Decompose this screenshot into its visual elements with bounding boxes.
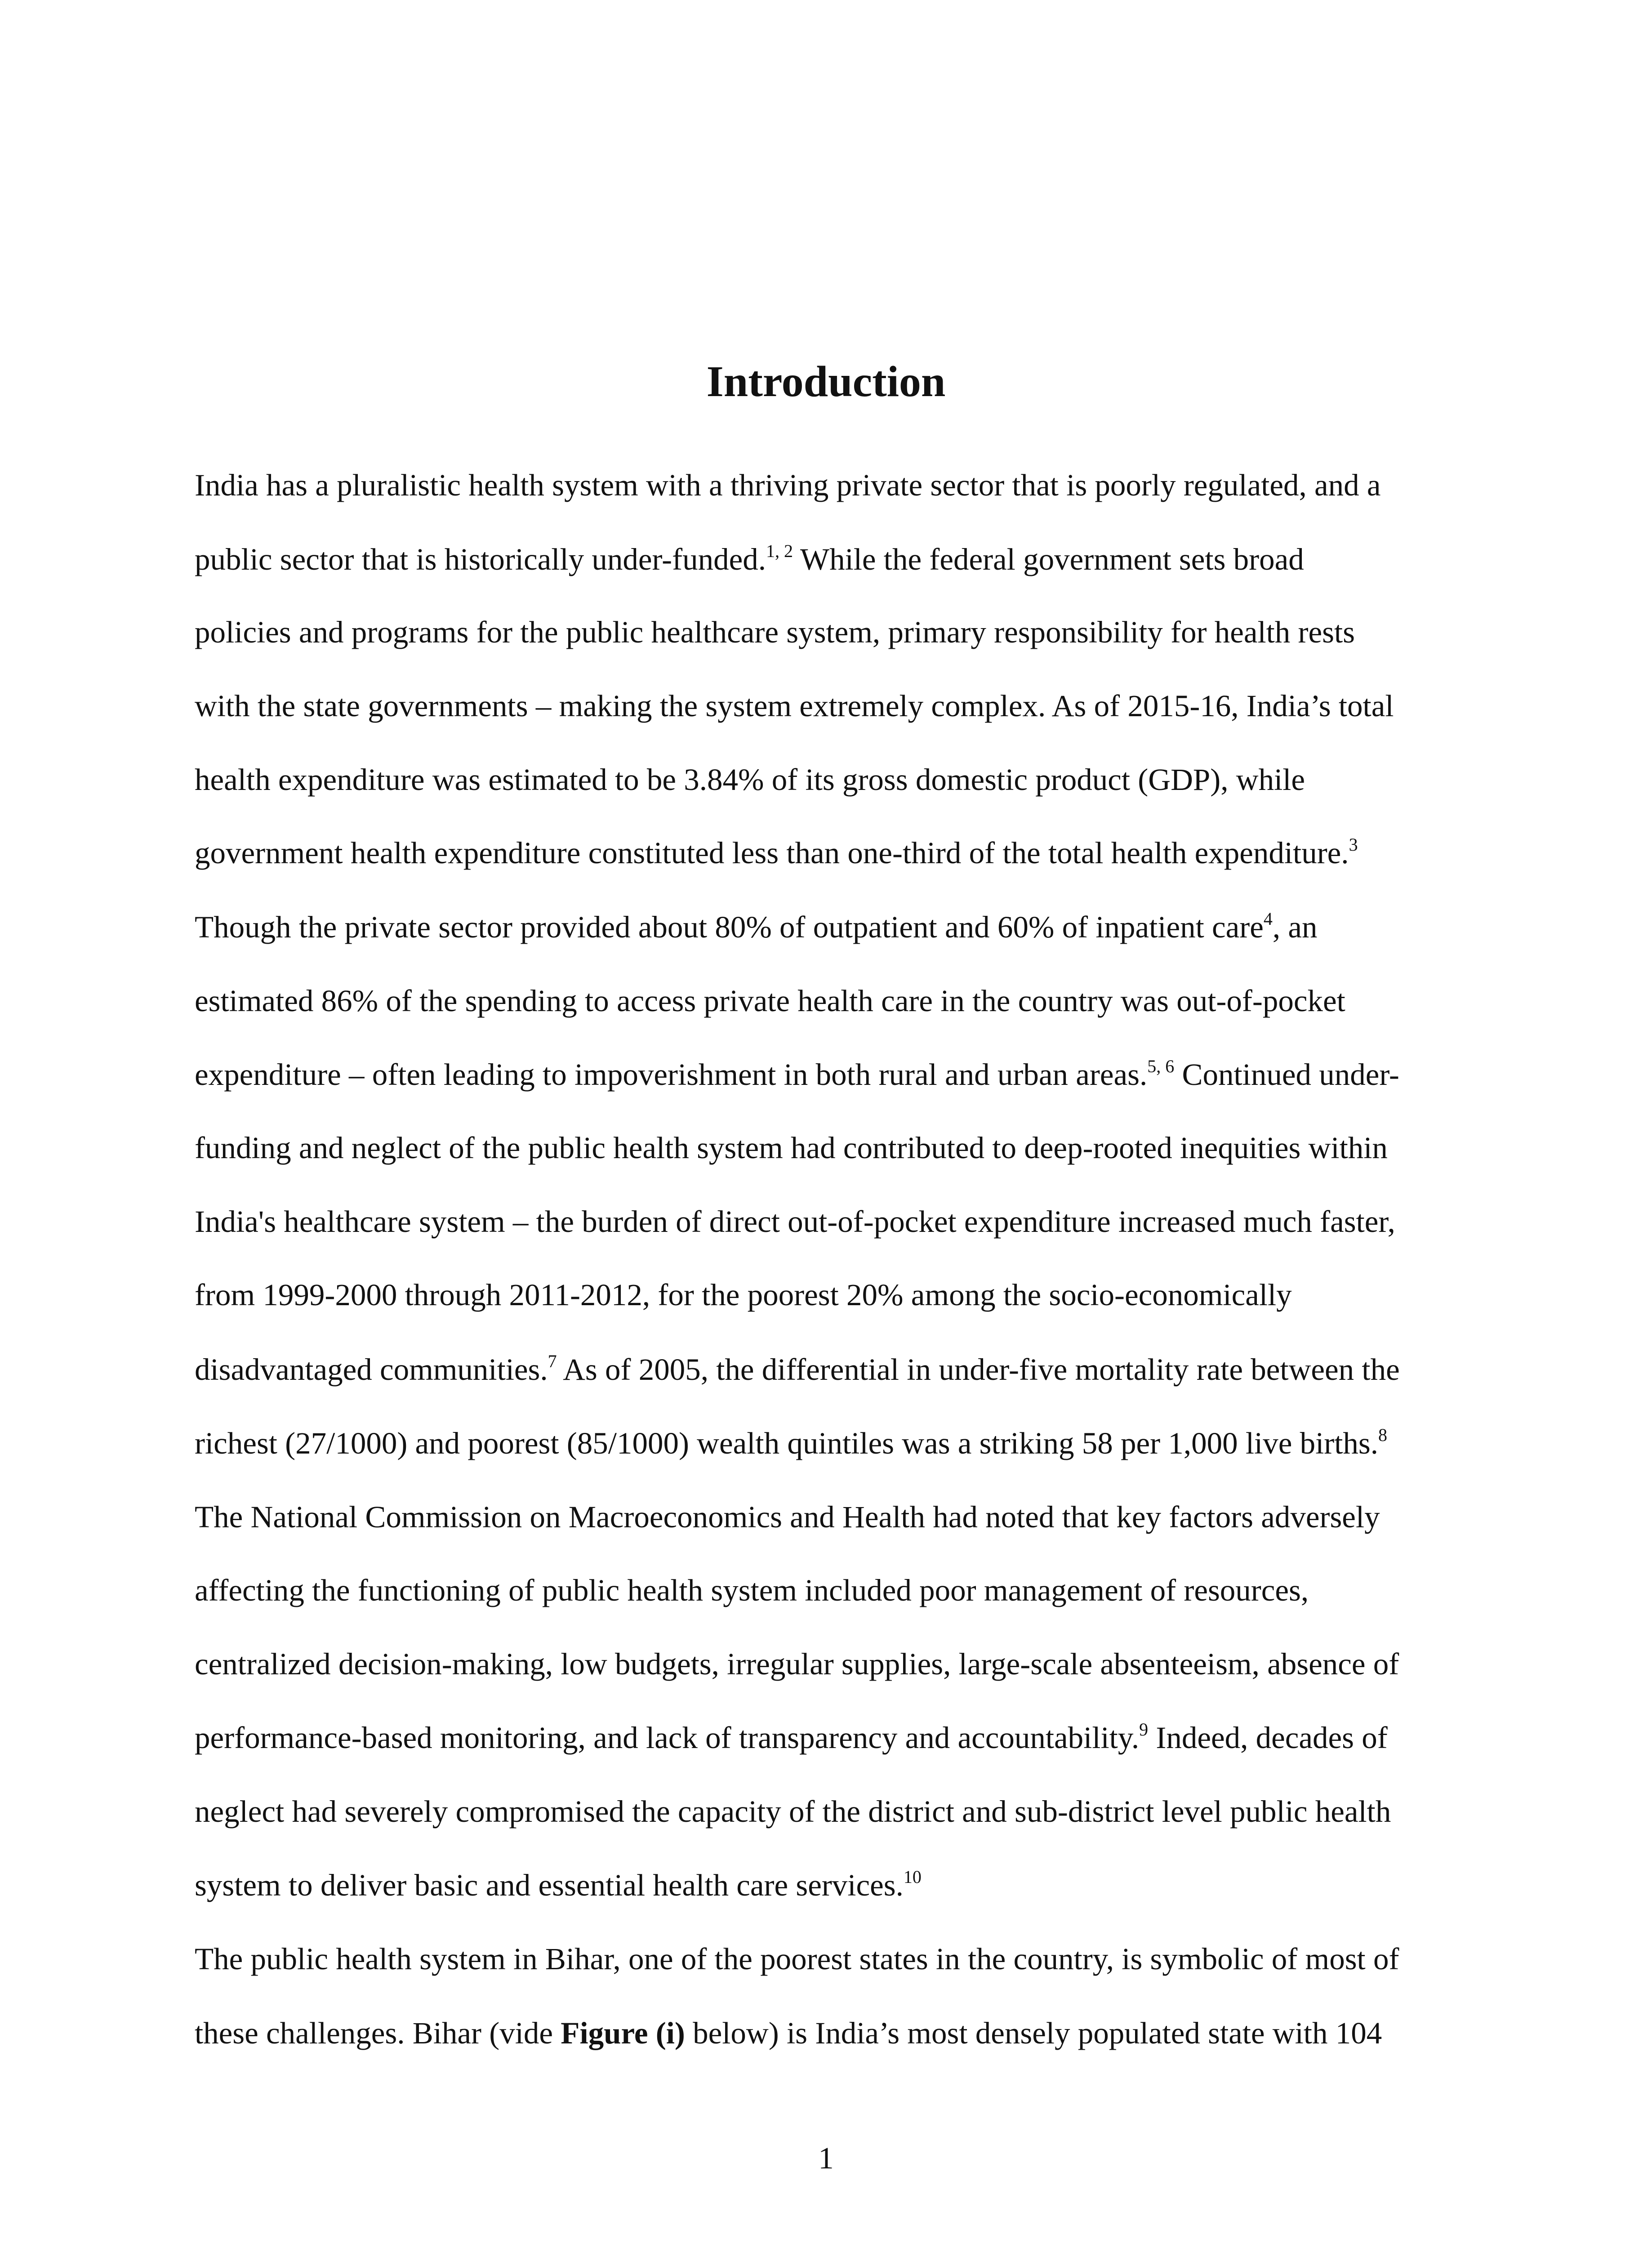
citation-superscript: 4 — [1263, 909, 1273, 929]
figure-reference: Figure (i) — [561, 2016, 685, 2050]
text-line: neglect had severely compromised the capacity of the district and sub-district level public health — [195, 1794, 1391, 1829]
citation-superscript: 9 — [1139, 1719, 1149, 1740]
text-line: Though the private sector provided about 80% of outpatient and 60% of inpatient care$^4$, an — [195, 909, 1318, 944]
text-line: government health expenditure constituted less than one-third of the total health expenditure.$^3$ — [195, 834, 1358, 870]
text-line: public sector that is historically under-funded.$^{1, 2}$ While the federal government sets broad — [195, 541, 1304, 576]
citation-superscript: 7 — [548, 1351, 557, 1371]
text-line: funding and neglect of the public health system had contributed to deep-rooted inequities within — [195, 1131, 1388, 1165]
text-line: health expenditure was estimated to be 3.84% of its gross domestic product (GDP), while — [195, 763, 1305, 797]
page-number: 1 — [818, 2141, 834, 2175]
text-line: India has a pluralistic health system with a thriving private sector that is poorly regulated, and a — [195, 468, 1381, 502]
text-line: these challenges. Bihar (vide Figure (i) below) is India’s most densely populated state with 104 — [195, 2016, 1382, 2050]
citation-superscript: 3 — [1349, 834, 1358, 855]
citation-superscript: 10 — [903, 1867, 922, 1887]
text-line: India's healthcare system – the burden of direct out-of-pocket expenditure increased much faster, — [195, 1204, 1395, 1239]
text-line: disadvantaged communities.$^7$ As of 2005, the differential in under-five mortality rate between the — [195, 1351, 1400, 1387]
text-line: system to deliver basic and essential health care services.$^{10}$ — [195, 1867, 922, 1902]
text-line: policies and programs for the public healthcare system, primary responsibility for health rests — [195, 615, 1355, 649]
text-line: affecting the functioning of public health system included poor management of resources, — [195, 1573, 1309, 1607]
text-line: estimated 86% of the spending to access private health care in the country was out-of-pocket — [195, 984, 1345, 1018]
text-line: performance-based monitoring, and lack of transparency and accountability.$^9$ Indeed, decades of — [195, 1719, 1388, 1755]
text-line: expenditure – often leading to impoverishment in both rural and urban areas.$^{5, 6}$ Continued under- — [195, 1056, 1399, 1092]
text-line: from 1999-2000 through 2011-2012, for the poorest 20% among the socio-economically — [195, 1278, 1292, 1312]
text-line: The public health system in Bihar, one of the poorest states in the country, is symbolic of most of — [195, 1942, 1399, 1976]
text-line: The National Commission on Macroeconomics and Health had noted that key factors adversely — [195, 1500, 1380, 1534]
text-line: centralized decision-making, low budgets, irregular supplies, large-scale absenteeism, absence of — [195, 1647, 1399, 1681]
text-line: richest (27/1000) and poorest (85/1000) wealth quintiles was a striking 58 per 1,000 live births.$^8$ — [195, 1425, 1388, 1460]
text-line: with the state governments – making the system extremely complex. As of 2015-16, India’s total — [195, 689, 1394, 723]
citation-superscript: 1, 2 — [766, 541, 793, 561]
citation-superscript: 5, 6 — [1147, 1056, 1175, 1076]
page-title: Introduction — [706, 357, 946, 406]
citation-superscript: 8 — [1378, 1425, 1388, 1445]
